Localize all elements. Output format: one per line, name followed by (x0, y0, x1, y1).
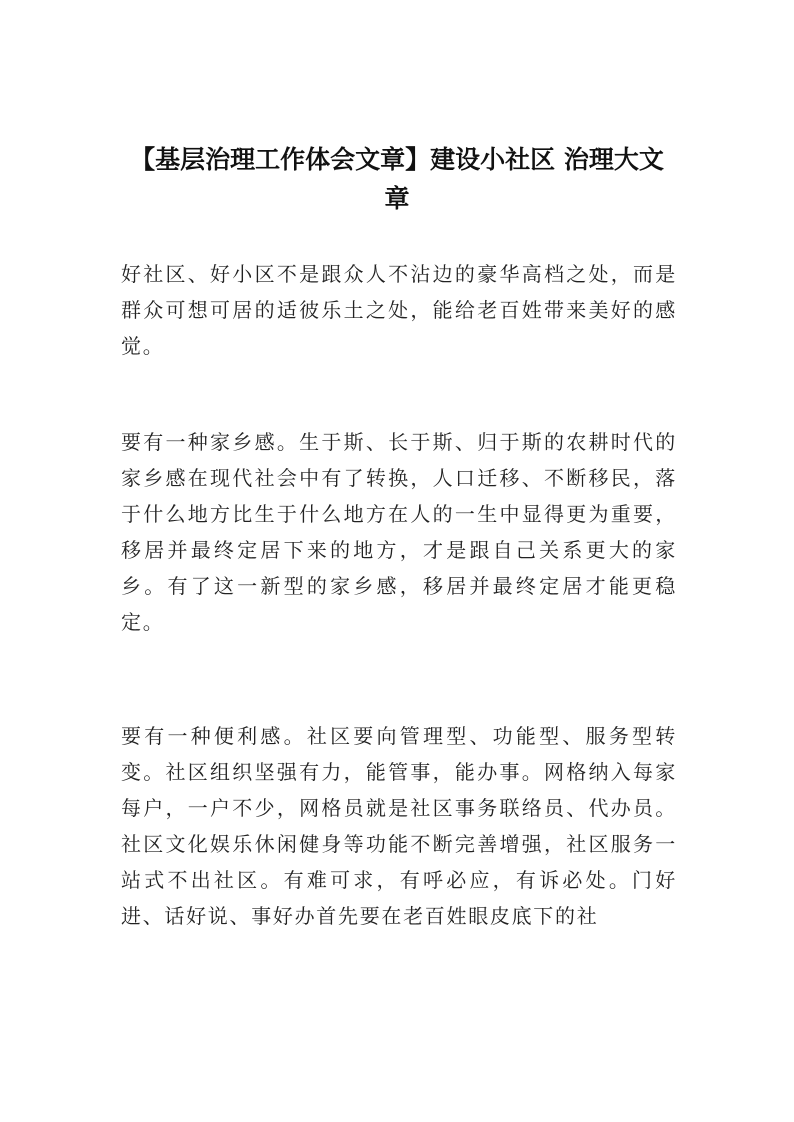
paragraph-3: 要有一种便利感。社区要向管理型、功能型、服务型转变。社区组织坚强有力，能管事，能办事。网格纳入每家每户，一户不少，网格员就是社区事务联络员、代办员。社区文化娱乐休闲健身等功能不断完善增强，社区服务一站式不出社区。有难可求，有呼必应，有诉必处。门好进、话好说、事好办首先要在老百姓眼皮底下的社 (121, 724, 677, 928)
document-title: 【基层治理工作体会文章】建设小社区 治理大文章 (130, 145, 664, 213)
paragraph-2: 要有一种家乡感。生于斯、长于斯、归于斯的农耕时代的家乡感在现代社会中有了转换，人口迁移、不断移民，落于什么地方比生于什么地方在人的一生中显得更为重要，移居并最终定居下来的地方，才是跟自己关系更大的家乡。有了这一新型的家乡感，移居并最终定居才能更稳定。 (121, 430, 677, 634)
paragraph-1: 好社区、好小区不是跟众人不沾边的豪华高档之处，而是群众可想可居的适彼乐土之处，能给老百姓带来美好的感觉。 (121, 262, 677, 358)
